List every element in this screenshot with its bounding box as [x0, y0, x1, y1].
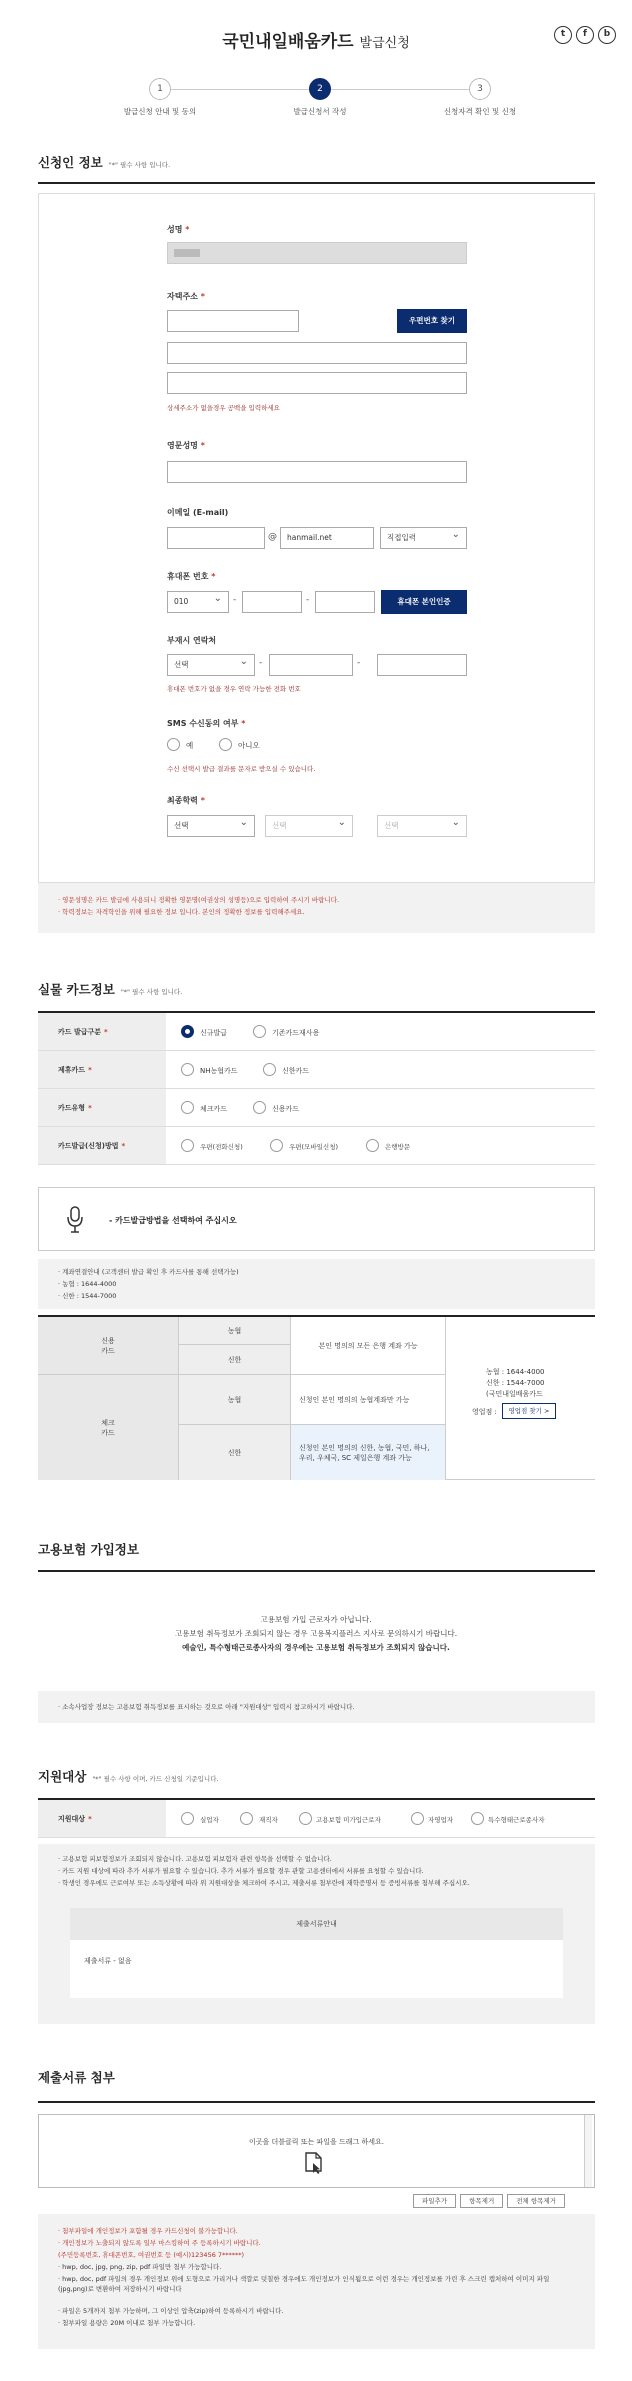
sms-label-text: SMS 수신동의 여부 [167, 719, 239, 728]
phone-prefix-value: 010 [174, 597, 189, 606]
required-note: "*" 필수 사항 입니다. [120, 988, 183, 996]
check-nh-cell: 농협 [178, 1375, 290, 1425]
contact-card-name: (국민내일배움카드 [486, 1390, 543, 1398]
education-label: 최종학력 * [167, 796, 205, 805]
attach-note-example: (주민등록번호, 휴대폰번호, 여권번호 등 (예시)123456 7******) [58, 2251, 245, 2259]
edu-select-3-value: 선택 [384, 821, 399, 830]
option-label: 실업자 [200, 1816, 219, 1824]
remove-item-button[interactable]: 항목제거 [460, 2194, 503, 2208]
phone-last-field[interactable] [315, 591, 375, 613]
card-contact-notes [38, 1259, 595, 1309]
radio-reuse-card[interactable] [253, 1025, 266, 1038]
blog-icon[interactable]: b [598, 26, 616, 44]
support-note: · 카드 지원 대상에 따라 추가 서류가 필요할 수 있습니다. 추가 서류가 필요할 경우 관할 고용센터에서 서류를 요청할 수 있습니다. [58, 1867, 424, 1875]
document-guide-value: 제출서류 - 없음 [84, 1957, 132, 1965]
edu-select-2-value: 선택 [272, 821, 287, 830]
absent-dash-2: - [357, 658, 361, 668]
eng-name-label: 영문성명 * [167, 441, 205, 450]
contact-note: · 계좌연결안내 (고객센터 발급 확인 후 카드사를 통해 선택가능) [58, 1268, 239, 1276]
zipcode-field[interactable] [167, 310, 299, 332]
row-label-text: 지원대상 [58, 1814, 86, 1823]
branch-search-button[interactable]: 영업점 찾기 > [502, 1403, 556, 1419]
absent-contact-label: 부재시 연락처 [167, 636, 217, 645]
option-label: 우편(모바일신청) [289, 1143, 339, 1151]
option-label: NH농협카드 [200, 1067, 238, 1075]
name-label: 성명 * [167, 225, 190, 234]
absent-mid-field[interactable] [269, 654, 353, 676]
row-label: 카드 발급구분 * [38, 1013, 166, 1050]
education-select-1[interactable] [167, 815, 255, 837]
note-education: · 학력정보는 자격학인을 위해 필요한 정보 입니다. 본인의 정확한 정보를 입력해주세요. [58, 908, 305, 916]
eng-name-field[interactable] [167, 461, 467, 483]
credit-desc-cell: 본인 명의의 모든 은행 계좌 가능 [290, 1317, 445, 1375]
eng-name-label-text: 영문성명 [167, 441, 198, 450]
attach-note-warning: · 첨부파일에 개인정보가 포함될 경우 카드신청이 불가능합니다. [58, 2227, 238, 2235]
document-guide-header: 제출서류안내 [70, 1908, 563, 1940]
section-rule [38, 1570, 595, 1572]
option-label: 고용보험 미가입근로자 [316, 1816, 381, 1824]
section-rule [38, 182, 595, 184]
insurance-info-2: 예술인, 특수형태근로종사자의 경우에는 고용보험 취득정보가 조회되지 않습니다. [182, 1643, 450, 1652]
document-guide-table [70, 1908, 563, 1998]
radio-nh-card[interactable] [181, 1063, 194, 1076]
address-field-2[interactable] [167, 372, 467, 394]
radio-credit-card[interactable] [253, 1101, 266, 1114]
phone-dash-1: - [233, 595, 237, 605]
title-main: 국민내일배움카드 [222, 32, 354, 52]
twitter-icon[interactable]: t [554, 26, 572, 44]
row-partner-card [38, 1051, 595, 1089]
contact-note-nh: · 농협 : 1644-4000 [58, 1280, 117, 1288]
sms-hint: 수신 선택시 발급 결과를 문자로 받으실 수 있습니다. [167, 765, 316, 773]
attach-note-formats: · hwp, doc, jpg, png, zip, pdf 파일만 첨부 가능합니다. [58, 2263, 222, 2271]
add-file-button[interactable]: 파일추가 [413, 2194, 456, 2208]
row-label: 카드유형 * [38, 1089, 166, 1126]
sms-label: SMS 수신동의 여부 * [167, 719, 246, 728]
option-label: 신한카드 [282, 1067, 310, 1075]
row-label-text: 카드유형 [58, 1103, 86, 1112]
absent-select-value: 선택 [174, 660, 189, 669]
check-nh-desc-cell: 신청인 본인 명의의 농협계좌만 가능 [290, 1375, 445, 1425]
address-label-text: 자택주소 [167, 292, 198, 301]
email-domain-select[interactable] [380, 527, 467, 549]
email-id-field[interactable] [167, 527, 265, 549]
phone-label: 휴대폰 번호 * [167, 572, 216, 581]
applicant-form [38, 193, 595, 883]
attach-note-size: · 첨부파일 용량은 20M 이내로 첨부 가능합니다. [58, 2319, 196, 2327]
credit-nh-cell: 농협 [178, 1317, 290, 1345]
file-drop-zone[interactable] [38, 2114, 595, 2188]
section-rule [38, 2101, 595, 2103]
card-account-table [38, 1315, 595, 1480]
step-label: 신청자격 확인 및 신청 [443, 107, 517, 116]
section-title-card [38, 980, 182, 998]
sms-yes-label: 예 [186, 741, 194, 750]
option-label: 우편(전화신청) [200, 1143, 243, 1151]
note-eng-name: · 영문성명은 카드 발급에 사용되니 정확한 영문명(여권상의 성명등)으로 입력하여 주시기 바랍니다. [58, 896, 340, 904]
section-title-text: 제출서류 첨부 [38, 2070, 115, 2085]
row-support-target [38, 1800, 595, 1838]
phone-verify-button[interactable]: 휴대폰 본인인증 [381, 590, 467, 614]
edu-select-1-value: 선택 [174, 821, 189, 830]
page-header [0, 0, 632, 72]
credit-shinhan-cell: 신한 [178, 1345, 290, 1375]
masked-name [174, 249, 200, 257]
title-sub: 발급신청 [359, 36, 410, 51]
sms-no-radio[interactable] [219, 738, 232, 751]
contact-lines [486, 1367, 545, 1400]
option-label: 자영업자 [428, 1816, 454, 1824]
remove-all-button[interactable]: 전체 항목제거 [507, 2194, 565, 2208]
row-issue-type [38, 1013, 595, 1051]
radio-uninsured-worker[interactable] [299, 1812, 312, 1825]
option-label: 신용카드 [272, 1105, 300, 1113]
insurance-status: 고용보험 가입 근로자가 아닙니다. [260, 1615, 372, 1624]
option-label: 특수형태근로종사자 [488, 1816, 545, 1824]
phone-dash-2: - [306, 595, 310, 605]
step-number: 1 [149, 78, 171, 100]
attach-note-count: · 파일은 5개까지 첨부 가능하며, 그 이상인 압축(zip)하여 등록하시기 바랍니다. [58, 2307, 284, 2315]
check-shinhan-cell: 신한 [178, 1425, 290, 1480]
facebook-icon[interactable]: f [576, 26, 594, 44]
email-label: 이메일 (E-mail) [167, 508, 229, 517]
issue-method-message-box [38, 1187, 595, 1251]
contact-info-cell [445, 1317, 595, 1480]
row-label-text: 제휴카드 [58, 1065, 86, 1074]
phone-prefix-select[interactable] [167, 591, 229, 613]
progress-stepper [100, 78, 540, 128]
address-hint: 상세주소가 없을경우 공백을 입력하세요 [167, 404, 280, 412]
zipcode-search-button[interactable]: 우편번호 찾기 [397, 309, 467, 333]
absent-hint: 휴대폰 번호가 없을 경우 연락 가능한 전화 번호 [167, 685, 301, 693]
drop-zone-scrollbar[interactable] [584, 2115, 592, 2187]
section-title-text: 지원대상 [38, 1769, 87, 1784]
section-title-applicant [38, 153, 170, 171]
microphone-icon [67, 1206, 83, 1234]
absent-dash-1: - [259, 658, 263, 668]
email-select-value: 직접입력 [387, 533, 416, 542]
step-number: 3 [469, 78, 491, 100]
insurance-note: · 소속사업장 정보는 고용보험 취득정보를 표시하는 것으로 아래 "지원대상" 입력시 참고하시기 바랍니다. [58, 1703, 355, 1711]
issue-method-message: - 카드발급방법을 선택하여 주십시오 [109, 1216, 237, 1225]
check-shinhan-desc-cell: 신청인 본인 명의의 신한, 농협, 국민, 하나, 우리, 우체국, SC 제일은행 계좌 가능 [290, 1425, 445, 1480]
sns-share [554, 26, 616, 44]
insurance-info-1: 고용보험 취득정보가 조회되지 않는 경우 고용복지플러스 지사로 문의하시기 바랍니다. [174, 1629, 458, 1638]
option-label: 체크카드 [200, 1105, 228, 1113]
insurance-note-box [38, 1691, 595, 1723]
radio-check-card[interactable] [181, 1101, 194, 1114]
section-title-text: 실물 카드정보 [38, 982, 115, 997]
radio-new-issue[interactable] [181, 1025, 194, 1038]
section-title-support [38, 1767, 219, 1785]
attach-notes-box [38, 2214, 595, 2349]
absent-last-field[interactable] [377, 654, 467, 676]
contact-note-shinhan: · 신한 : 1544-7000 [58, 1292, 117, 1300]
row-label-text: 카드발급(신청)방법 [58, 1141, 119, 1150]
contact-shinhan: 신한 : 1544-7000 [486, 1379, 545, 1387]
step-3 [420, 78, 540, 117]
drop-zone-text: 이곳을 더블클릭 또는 파일을 드래그 하세요. [248, 2138, 385, 2146]
option-label: 신규발급 [200, 1029, 228, 1037]
support-note: · 학생인 경우에도 근로여부 또는 소득상황에 따라 위 지원대상을 체크하여 주시고, 제출서류 첨부란에 재학증명서 등 증빙서류를 첨부해 주십시오. [58, 1879, 470, 1887]
support-notes-box [38, 1844, 595, 2024]
row-label-text: 카드 발급구분 [58, 1027, 102, 1036]
phone-label-text: 휴대폰 번호 [167, 572, 209, 581]
row-issue-method [38, 1127, 595, 1165]
phone-mid-field[interactable] [242, 591, 302, 613]
education-select-2[interactable] [265, 815, 353, 837]
radio-shinhan-card[interactable] [263, 1063, 276, 1076]
option-label: 은행방문 [385, 1143, 411, 1151]
row-label: 카드발급(신청)방법 * [38, 1127, 166, 1164]
check-card-header: 체크 카드 [38, 1375, 178, 1480]
step-1 [100, 78, 220, 117]
credit-card-header: 신용 카드 [38, 1317, 178, 1375]
step-number: 2 [309, 78, 331, 100]
radio-employed[interactable] [240, 1812, 253, 1825]
note-text: 학력정보는 자격학인을 위해 필요한 정보 입니다. 본인의 정확한 정보를 입력해주세요. [62, 908, 305, 916]
row-card-type [38, 1089, 595, 1127]
file-action-buttons [413, 2194, 565, 2208]
step-2 [260, 78, 380, 117]
row-label: 지원대상 * [38, 1800, 166, 1837]
sms-yes-radio[interactable] [167, 738, 180, 751]
name-label-text: 성명 [167, 225, 183, 234]
applicant-notes [38, 883, 595, 933]
radio-mail-phone[interactable] [181, 1139, 194, 1152]
step-label: 발급신청 안내 및 동의 [123, 107, 197, 116]
radio-special-worker[interactable] [471, 1812, 484, 1825]
attach-note-conversion: · hwp, doc, pdf 파일의 경우 개인정보 위에 도형으로 가리거나 색깔로 덧칠한 경우에도 개인정보가 인식됨으로 이런 경우는 개인정보를 가린 후 스크린 캡처하여 이미지 파일(jpg,png)로 변환하여 저장하시기 바랍니다 [58, 2275, 550, 2293]
sms-no-label: 아니오 [238, 741, 260, 750]
support-note: · 고용보험 피보험정보가 조회되지 않습니다. 고용보험 피보험자 관련 항목을 선택할 수 없습니다. [58, 1855, 332, 1863]
option-label: 기존카드재사용 [272, 1029, 320, 1037]
branch-label: 영업점 : [472, 1408, 497, 1416]
radio-unemployed[interactable] [181, 1812, 194, 1825]
required-note: "*" 필수 사항 입니다. [108, 161, 171, 169]
page-title [0, 27, 632, 52]
address-label: 자택주소 * [167, 292, 205, 301]
radio-bank-visit[interactable] [366, 1139, 379, 1152]
absent-prefix-select[interactable] [167, 654, 255, 676]
address-field-1[interactable] [167, 342, 467, 364]
radio-self-employed[interactable] [411, 1812, 424, 1825]
file-upload-icon [303, 2151, 325, 2175]
section-title-text: 신청인 정보 [38, 155, 103, 170]
name-field [167, 242, 467, 264]
email-domain-field[interactable]: hanmail.net [280, 527, 374, 549]
section-title-text: 고용보험 가입정보 [38, 1542, 139, 1557]
contact-nh: 농협 : 1644-4000 [486, 1368, 545, 1376]
radio-mail-mobile[interactable] [270, 1139, 283, 1152]
option-label: 재직자 [259, 1816, 278, 1824]
step-label: 발급신청서 작성 [293, 107, 347, 116]
education-select-3[interactable] [377, 815, 467, 837]
education-label-text: 최종학력 [167, 796, 198, 805]
note-text: 영문성명은 카드 발급에 사용되니 정확한 영문명(여권상의 성명등)으로 입력하여 주시기 바랍니다. [62, 896, 340, 904]
email-at-sign: @ [268, 532, 277, 542]
required-note: "*" 필수 사항 이며, 카드 신청일 기준입니다. [92, 1775, 219, 1783]
section-title-attach [38, 2068, 115, 2086]
row-label: 제휴카드 * [38, 1051, 166, 1088]
attach-note-masking: · 개인정보가 노출되지 않도록 일부 마스킹하여 주 등록하시기 바랍니다. [58, 2239, 261, 2247]
section-title-insurance [38, 1540, 139, 1558]
